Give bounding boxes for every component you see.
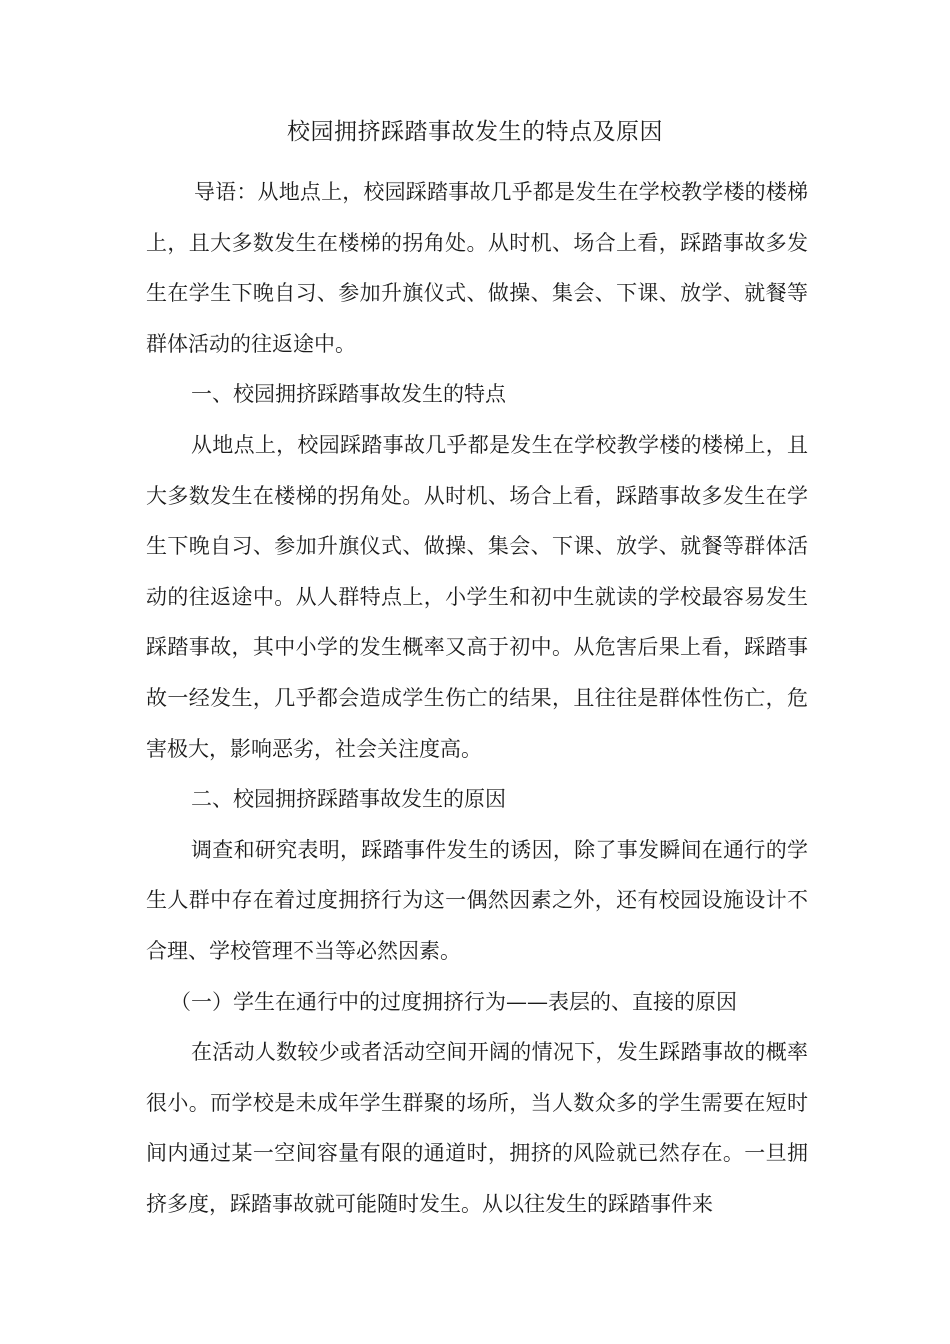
subsection-heading-1: （一）学生在通行中的过度拥挤行为——表层的、直接的原因 [170, 989, 737, 1014]
intro-paragraph: 导语：从地点上，校园踩踏事故几乎都是发生在学校教学楼的楼梯上，且大多数发生在楼梯的拐角处。从时机、场合上看，踩踏事故多发生在学生下晚自习、参加升旗仪式、做操、集会、下课、放学、就餐等群体活动的往返途中。 [146, 180, 808, 356]
section-2-paragraph: 调查和研究表明，踩踏事件发生的诱因，除了事发瞬间在通行的学生人群中存在着过度拥挤行为这一偶然因素之外，还有校园设施设计不合理、学校管理不当等必然因素。 [146, 837, 808, 963]
document-body [146, 167, 808, 1229]
document-title: 校园拥挤踩踏事故发生的特点及原因 [287, 119, 663, 145]
section-1-paragraph: 从地点上，校园踩踏事故几乎都是发生在学校教学楼的楼梯上，且大多数发生在楼梯的拐角处。从时机、场合上看，踩踏事故多发生在学生下晚自习、参加升旗仪式、做操、集会、下课、放学、就餐等群体活动的往返途中。从人群特点上，小学生和初中生就读的学校最容易发生踩踏事故，其中小学的发生概率又高于初中。从危害后果上看，踩踏事故一经发生，几乎都会造成学生伤亡的结果，且往往是群体性伤亡，危害极大，影响恶劣，社会关注度高。 [146, 432, 808, 761]
subsection-1-paragraph: 在活动人数较少或者活动空间开阔的情况下，发生踩踏事故的概率很小。而学校是未成年学生群聚的场所，当人数众多的学生需要在短时间内通过某一空间容量有限的通道时，拥挤的风险就已然存在。一旦拥挤多度，踩踏事故就可能随时发生。从以往发生的踩踏事件来 [146, 1040, 808, 1216]
section-heading-2: 二、校园拥挤踩踏事故发生的原因 [191, 787, 506, 812]
section-heading-1: 一、校园拥挤踩踏事故发生的特点 [191, 382, 506, 407]
